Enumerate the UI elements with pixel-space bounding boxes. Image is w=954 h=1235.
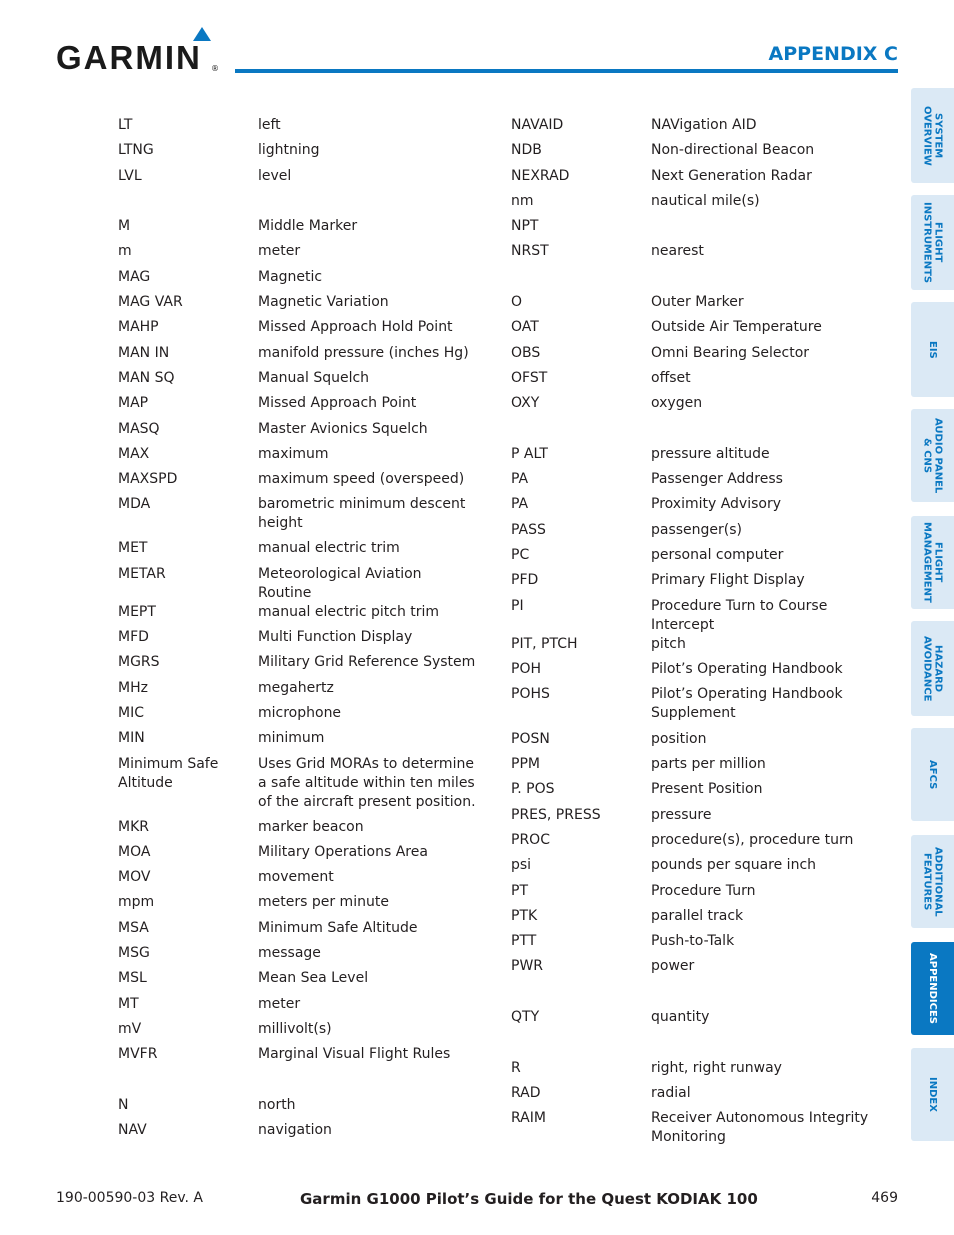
abbreviation-row xyxy=(118,420,478,445)
abbreviation-definition: Meteorological Aviation Routine xyxy=(258,565,422,601)
section-tab-label: AFCS xyxy=(927,759,938,790)
abbreviation-row xyxy=(511,546,891,571)
abbreviation-row xyxy=(118,445,478,470)
abbreviation-term: MOA xyxy=(118,843,151,860)
abbreviation-row xyxy=(118,944,478,969)
abbreviation-definition: north xyxy=(258,1096,296,1113)
abbreviation-term: PA xyxy=(511,496,529,513)
abbreviation-row xyxy=(511,192,891,217)
abbreviation-row xyxy=(511,806,891,831)
section-spacer xyxy=(511,1033,891,1058)
page-number: 469 xyxy=(871,1190,898,1206)
section-tab-label: AUDIO PANEL & CNS xyxy=(921,417,944,494)
abbreviation-definition: Middle Marker xyxy=(258,218,358,235)
abbreviation-term: PT xyxy=(511,882,528,899)
abbreviation-term: MAX xyxy=(118,445,150,462)
abbreviation-term: MAHP xyxy=(118,319,159,336)
abbreviation-row xyxy=(511,831,891,856)
abbreviation-row xyxy=(118,603,478,628)
abbreviation-definition: pressure altitude xyxy=(651,445,770,462)
abbreviation-term: PI xyxy=(511,597,524,614)
section-tab-afcs[interactable] xyxy=(911,728,954,821)
section-tab-label: FLIGHT MANAGEMENT xyxy=(921,522,944,603)
abbreviation-definition xyxy=(651,217,891,242)
abbreviation-row xyxy=(118,242,478,267)
abbreviation-row xyxy=(118,394,478,419)
abbreviation-definition: millivolt(s) xyxy=(258,1020,332,1037)
abbreviation-term: PROC xyxy=(511,831,550,848)
abbreviation-term: LT xyxy=(118,117,133,133)
abbreviation-row xyxy=(511,445,891,470)
abbreviation-row xyxy=(511,730,891,755)
abbreviation-row xyxy=(118,369,478,394)
abbreviation-term: O xyxy=(511,294,523,311)
abbreviation-definition: maximum xyxy=(258,445,329,462)
abbreviation-row xyxy=(118,893,478,918)
abbreviation-definition: Pilot’s Operating Handbook xyxy=(651,660,843,677)
abbreviation-term: mV xyxy=(118,1020,142,1037)
abbreviation-definition: Uses Grid MORAs to determine a safe altitude within ten miles of the aircraft present position. xyxy=(258,755,476,810)
abbreviation-definition: quantity xyxy=(651,1009,710,1025)
abbreviations-right-column xyxy=(511,116,891,1154)
abbreviation-row xyxy=(118,470,478,495)
abbreviation-term: QTY xyxy=(511,1009,540,1025)
section-tab-eis[interactable] xyxy=(911,302,954,397)
abbreviation-row xyxy=(511,755,891,780)
section-tab-flight-management[interactable] xyxy=(911,516,954,609)
abbreviation-term: MET xyxy=(118,540,148,557)
abbreviation-term: PTT xyxy=(511,933,537,950)
abbreviation-term: MAXSPD xyxy=(118,471,178,488)
abbreviation-definition: left xyxy=(258,117,281,133)
abbreviation-term: MAG VAR xyxy=(118,294,183,311)
abbreviation-definition: passenger(s) xyxy=(651,521,743,538)
abbreviation-term: RAIM xyxy=(511,1110,546,1127)
abbreviation-row xyxy=(118,704,478,729)
abbreviation-definition: meter xyxy=(258,995,301,1012)
abbreviation-definition: offset xyxy=(651,369,691,386)
abbreviation-row xyxy=(118,293,478,318)
abbreviation-definition: pounds per square inch xyxy=(651,857,817,874)
abbreviation-term: MEPT xyxy=(118,603,156,620)
abbreviation-term: PASS xyxy=(511,521,546,538)
abbreviation-definition: manual electric pitch trim xyxy=(258,603,440,620)
abbreviation-row xyxy=(511,597,891,635)
section-tab-flight-instruments[interactable] xyxy=(911,195,954,290)
abbreviation-term: MT xyxy=(118,995,139,1012)
abbreviation-row xyxy=(511,167,891,192)
abbreviation-definition: Procedure Turn xyxy=(651,882,756,899)
abbreviation-row xyxy=(118,539,478,564)
abbreviation-row xyxy=(511,394,891,419)
abbreviation-definition: Next Generation Radar xyxy=(651,167,812,184)
abbreviation-definition: Mean Sea Level xyxy=(258,970,369,987)
abbreviation-row xyxy=(511,780,891,805)
abbreviation-term: MHz xyxy=(118,679,148,696)
abbreviation-term: MAG xyxy=(118,268,151,285)
abbreviation-definition: Receiver Autonomous Integrity Monitoring xyxy=(651,1110,869,1146)
abbreviation-definition: level xyxy=(258,167,292,184)
abbreviation-definition: navigation xyxy=(258,1122,332,1139)
section-tab-label: FLIGHT INSTRUMENTS xyxy=(921,201,944,284)
section-tab-appendices[interactable] xyxy=(911,942,954,1035)
abbreviation-term: MFD xyxy=(118,629,149,646)
section-tab-hazard-avoidance[interactable] xyxy=(911,621,954,716)
abbreviation-definition: position xyxy=(651,730,707,747)
abbreviation-definition: Outside Air Temperature xyxy=(651,319,822,336)
abbreviation-row xyxy=(118,729,478,754)
abbreviation-term: NRST xyxy=(511,243,549,260)
abbreviation-term: OFST xyxy=(511,369,548,386)
doc-number: 190-00590-03 Rev. A xyxy=(56,1190,204,1206)
abbreviation-definition: Missed Approach Point xyxy=(258,395,417,412)
abbreviation-term: MKR xyxy=(118,818,149,835)
abbreviation-definition: Magnetic xyxy=(258,268,323,285)
abbreviation-term: MSA xyxy=(118,919,149,936)
abbreviation-definition: Omni Bearing Selector xyxy=(651,344,810,361)
abbreviation-definition: maximum speed (overspeed) xyxy=(258,471,465,488)
abbreviation-term: POH xyxy=(511,660,541,677)
abbreviation-row xyxy=(118,969,478,994)
abbreviation-row xyxy=(118,628,478,653)
abbreviation-row xyxy=(511,635,891,660)
abbreviation-definition: personal computer xyxy=(651,547,784,564)
abbreviation-term: M xyxy=(118,218,131,235)
abbreviation-row xyxy=(511,217,891,242)
abbreviation-term: MOV xyxy=(118,869,151,886)
abbreviation-definition: message xyxy=(258,945,321,962)
abbreviation-term: MDA xyxy=(118,496,151,513)
abbreviation-term: OAT xyxy=(511,319,539,336)
abbreviation-row xyxy=(118,843,478,868)
abbreviation-definition: meters per minute xyxy=(258,894,389,911)
abbreviation-row xyxy=(511,470,891,495)
section-tab-system-overview[interactable] xyxy=(911,88,954,183)
abbreviation-term: R xyxy=(511,1059,521,1076)
abbreviation-definition: meter xyxy=(258,243,301,260)
abbreviation-term: MSL xyxy=(118,970,147,987)
abbreviation-definition: Magnetic Variation xyxy=(258,294,389,311)
abbreviation-term: MSG xyxy=(118,945,150,962)
abbreviation-definition: Military Grid Reference System xyxy=(258,654,476,671)
abbreviation-definition: Procedure Turn to Course Intercept xyxy=(651,597,828,633)
abbreviation-definition: Outer Marker xyxy=(651,294,744,311)
brand-name: GARMIN xyxy=(56,39,202,76)
abbreviation-definition: manual electric trim xyxy=(258,540,400,557)
abbreviation-term: PWR xyxy=(511,958,544,975)
abbreviation-row xyxy=(511,495,891,520)
abbreviation-term: MAP xyxy=(118,395,149,412)
abbreviation-row xyxy=(118,167,478,192)
abbreviations-left-column xyxy=(118,116,478,1146)
abbreviation-term: OBS xyxy=(511,344,541,361)
abbreviation-row xyxy=(511,1109,891,1154)
abbreviation-term: MVFR xyxy=(118,1046,158,1063)
abbreviation-definition: right, right runway xyxy=(651,1059,782,1076)
section-tab-label: APPENDICES xyxy=(927,953,938,1024)
abbreviation-row xyxy=(511,293,891,318)
abbreviation-term: POSN xyxy=(511,730,550,747)
abbreviation-row xyxy=(118,344,478,369)
abbreviation-term: NDB xyxy=(511,142,542,159)
abbreviation-term: MASQ xyxy=(118,420,160,437)
section-tab-label: ADDITIONAL FEATURES xyxy=(921,846,944,917)
abbreviation-term: PFD xyxy=(511,572,539,589)
abbreviation-definition: movement xyxy=(258,869,334,886)
abbreviation-term: N xyxy=(118,1096,129,1113)
abbreviation-term: LTNG xyxy=(118,142,154,159)
abbreviation-term: POHS xyxy=(511,686,550,703)
abbreviation-row xyxy=(118,755,478,818)
section-tab-additional-features[interactable] xyxy=(911,835,954,928)
abbreviation-definition: radial xyxy=(651,1084,691,1101)
abbreviation-term: NEXRAD xyxy=(511,167,570,184)
abbreviation-row xyxy=(511,1008,891,1033)
abbreviation-definition: Minimum Safe Altitude xyxy=(258,919,418,936)
abbreviation-definition: Present Position xyxy=(651,781,763,798)
abbreviation-definition: pitch xyxy=(651,635,686,652)
abbreviation-row xyxy=(511,521,891,546)
abbreviation-definition: Marginal Visual Flight Rules xyxy=(258,1046,451,1063)
abbreviation-row xyxy=(511,571,891,596)
abbreviation-term: NAVAID xyxy=(511,117,564,133)
abbreviation-row xyxy=(511,907,891,932)
header-rule xyxy=(235,69,898,73)
abbreviation-definition: Push-to-Talk xyxy=(651,933,735,950)
abbreviation-row xyxy=(511,1084,891,1109)
abbreviation-definition: marker beacon xyxy=(258,818,364,835)
abbreviation-term: NPT xyxy=(511,218,539,235)
abbreviation-definition: parallel track xyxy=(651,907,744,924)
abbreviation-term: psi xyxy=(511,857,532,874)
abbreviation-row xyxy=(511,882,891,907)
registered-mark: ® xyxy=(211,64,219,73)
section-tab-label: HAZARD AVOIDANCE xyxy=(921,635,944,702)
abbreviation-row xyxy=(511,856,891,881)
abbreviation-row xyxy=(118,818,478,843)
abbreviation-row xyxy=(118,679,478,704)
abbreviation-row xyxy=(511,685,891,730)
abbreviation-definition: lightning xyxy=(258,142,320,159)
abbreviation-term: Minimum Safe Altitude xyxy=(118,755,219,791)
abbreviation-row xyxy=(118,318,478,343)
abbreviation-definition: nearest xyxy=(651,243,704,260)
abbreviation-definition: power xyxy=(651,958,695,975)
abbreviation-definition: Missed Approach Hold Point xyxy=(258,319,453,336)
abbreviation-term: nm xyxy=(511,192,534,209)
abbreviation-definition: pressure xyxy=(651,806,712,823)
section-spacer xyxy=(118,192,478,217)
footer-title: Garmin G1000 Pilot’s Guide for the Quest KODIAK 100 xyxy=(300,1190,758,1208)
abbreviation-term: P. POS xyxy=(511,781,555,798)
abbreviation-row xyxy=(511,369,891,394)
abbreviation-term: PC xyxy=(511,547,530,564)
abbreviation-row xyxy=(118,268,478,293)
abbreviation-definition: oxygen xyxy=(651,395,703,412)
abbreviation-term: PRES, PRESS xyxy=(511,806,601,823)
section-tab-label: SYSTEM OVERVIEW xyxy=(921,105,944,166)
abbreviation-row xyxy=(118,141,478,166)
section-spacer xyxy=(511,268,891,293)
abbreviation-term: MAN IN xyxy=(118,344,170,361)
section-tab-label: INDEX xyxy=(927,1077,938,1112)
abbreviation-term: NAV xyxy=(118,1122,147,1139)
abbreviation-definition: Master Avionics Squelch xyxy=(258,420,428,437)
abbreviation-definition: Non-directional Beacon xyxy=(651,142,815,159)
abbreviation-row xyxy=(118,1020,478,1045)
abbreviation-term: MIC xyxy=(118,704,144,721)
abbreviation-row xyxy=(118,868,478,893)
abbreviation-row xyxy=(511,1059,891,1084)
abbreviation-row xyxy=(511,660,891,685)
abbreviation-definition: procedure(s), procedure turn xyxy=(651,831,854,848)
abbreviation-definition: nautical mile(s) xyxy=(651,192,760,209)
abbreviation-definition: megahertz xyxy=(258,679,334,696)
abbreviation-row xyxy=(511,116,891,141)
abbreviation-definition: Passenger Address xyxy=(651,471,783,488)
abbreviation-definition: Proximity Advisory xyxy=(651,496,781,513)
abbreviation-row xyxy=(118,653,478,678)
garmin-logo xyxy=(56,27,220,77)
abbreviation-term: METAR xyxy=(118,565,166,582)
abbreviation-term: PA xyxy=(511,471,529,488)
abbreviation-row xyxy=(118,919,478,944)
abbreviation-term: PPM xyxy=(511,756,540,773)
abbreviation-row xyxy=(511,932,891,957)
abbreviation-definition: Pilot’s Operating Handbook Supplement xyxy=(651,686,843,722)
section-spacer xyxy=(511,983,891,1008)
abbreviation-row xyxy=(118,1045,478,1070)
abbreviation-row xyxy=(511,141,891,166)
abbreviation-row xyxy=(511,318,891,343)
abbreviation-row xyxy=(118,1096,478,1121)
abbreviation-term: MGRS xyxy=(118,654,160,671)
abbreviation-definition: Manual Squelch xyxy=(258,369,370,386)
abbreviation-term: m xyxy=(118,243,132,260)
abbreviation-term: MIN xyxy=(118,730,145,747)
section-spacer xyxy=(511,420,891,445)
section-tab-label: EIS xyxy=(927,340,938,359)
abbreviation-definition: minimum xyxy=(258,730,325,747)
abbreviation-row xyxy=(118,995,478,1020)
abbreviation-term: P ALT xyxy=(511,445,548,462)
abbreviation-row xyxy=(118,495,478,539)
abbreviation-term: LVL xyxy=(118,167,142,184)
abbreviation-row xyxy=(118,217,478,242)
abbreviation-row xyxy=(118,1121,478,1146)
appendix-title: APPENDIX C xyxy=(768,43,898,65)
section-tab-audio-panel-cns[interactable] xyxy=(911,409,954,502)
abbreviation-definition: microphone xyxy=(258,704,342,721)
abbreviation-row xyxy=(118,565,478,603)
abbreviation-term: PIT, PTCH xyxy=(511,635,578,652)
abbreviation-term: PTK xyxy=(511,907,538,924)
abbreviation-definition: manifold pressure (inches Hg) xyxy=(258,344,469,361)
abbreviation-row xyxy=(511,242,891,267)
abbreviation-row xyxy=(118,116,478,141)
abbreviation-definition: Multi Function Display xyxy=(258,629,413,646)
abbreviation-term: RAD xyxy=(511,1084,541,1101)
section-tab-index[interactable] xyxy=(911,1048,954,1141)
abbreviation-definition: barometric minimum descent height xyxy=(258,496,466,532)
abbreviation-definition: Military Operations Area xyxy=(258,843,428,860)
abbreviation-row xyxy=(511,344,891,369)
abbreviation-term: mpm xyxy=(118,894,155,911)
abbreviation-term: OXY xyxy=(511,395,540,412)
abbreviation-definition: parts per million xyxy=(651,756,766,773)
abbreviation-row xyxy=(511,957,891,982)
abbreviation-definition: Primary Flight Display xyxy=(651,572,805,589)
abbreviation-definition: NAVigation AID xyxy=(651,117,757,133)
section-spacer xyxy=(118,1071,478,1096)
abbreviation-term: MAN SQ xyxy=(118,369,175,386)
